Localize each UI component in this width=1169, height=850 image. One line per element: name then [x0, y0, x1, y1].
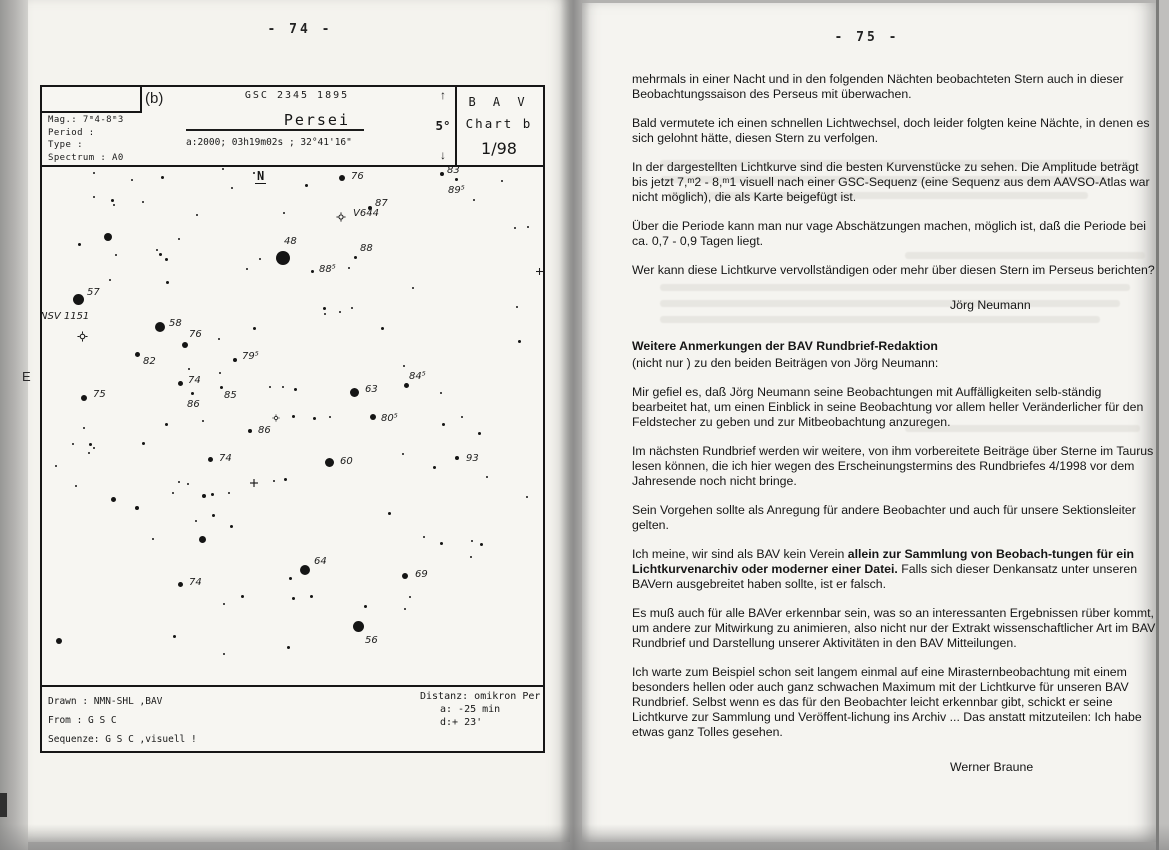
star-dot	[283, 212, 285, 214]
paragraph-5	[632, 263, 1156, 278]
text-segment: Jörg Neumann	[950, 298, 1031, 312]
text-segment: Sein Vorgehen sollte als Anregung für andere Beobachter und auch für unsere Sektionsleiter gelten.	[632, 503, 1136, 532]
chart-issue-number: 1/98	[481, 138, 517, 158]
star-dot	[188, 368, 190, 370]
star-dot	[212, 514, 215, 517]
star-dot	[370, 414, 376, 420]
arrow-up-icon: ↑	[440, 88, 446, 102]
right-page-number: - 75 -	[834, 30, 900, 45]
star-dot	[402, 453, 404, 455]
chart-coordinates: a:2000; 03h19m02s ; 32°41'16"	[186, 137, 352, 148]
star-dot	[313, 417, 316, 420]
star-dot	[354, 256, 357, 259]
star-dot	[187, 483, 189, 485]
chart-legend	[42, 685, 543, 749]
star-dot	[172, 492, 174, 494]
star-dot	[161, 176, 164, 179]
text-segment: mehrmals in einer Nacht und in den folgenden Nächten beobachteten Stern auch in dieser Beobachtungssaison des Perseus mit überwachen.	[632, 72, 1124, 101]
star-dot	[501, 180, 503, 182]
star-dot	[440, 542, 443, 545]
text-segment: Wer kann diese Lichtkurve vervollständigen oder mehr über diesen Stern im Perseus berichten?	[632, 263, 1155, 277]
star-dot	[455, 456, 459, 460]
star-dot	[287, 646, 290, 649]
east-direction-label: E	[22, 369, 31, 384]
arrow-down-icon: ↓	[440, 148, 446, 162]
text-segment: Über die Periode kann man nur vage Abschätzungen machen, möglich ist, daß die Periode bei ca. 0,7 - 0,9 Tagen liegt.	[632, 219, 1147, 248]
text-segment: (nicht nur ) zu den beiden Beiträgen von Jörg Neumann:	[632, 356, 939, 370]
text-segment: Weitere Anmerkungen der BAV Rundbrief-Redaktion	[632, 339, 938, 353]
chart-catalog-id: GSC 2345 1895	[244, 90, 350, 101]
star-dot	[404, 608, 406, 610]
star-dot	[526, 496, 528, 498]
signature-werner-braune	[632, 760, 1156, 775]
star-dot	[403, 365, 405, 367]
text-segment: Mir gefiel es, daß Jörg Neumann seine Beobachtungen mit Auffälligkeiten selb-ständig bearbeitet hat, um einen Einblick in seine Beobachtung vor allem heller Veränderlicher für den Feldstecher zu geben und zur Mitbeobachtung anzuregen.	[632, 385, 1144, 429]
star-dot	[211, 493, 214, 496]
binding-gutter-shadow	[560, 0, 590, 850]
variable-star-symbol	[77, 329, 88, 340]
variable-star-symbol	[272, 409, 280, 417]
star-dot	[73, 294, 84, 305]
cross-marker	[536, 262, 543, 269]
star-label: 84⁵	[409, 371, 426, 382]
star-label: 69	[415, 569, 428, 580]
star-dot	[253, 172, 255, 174]
star-dot	[202, 494, 206, 498]
star-dot	[156, 249, 158, 251]
bav-label: B A V	[468, 94, 530, 109]
section-subheading	[632, 356, 1156, 371]
star-dot	[152, 538, 154, 540]
star-dot	[461, 416, 463, 418]
star-dot	[93, 196, 95, 198]
star-dot	[248, 429, 252, 433]
star-dot	[388, 512, 391, 515]
text-segment: Bald vermutete ich einen schnellen Lichtwechsel, doch leider folgten keine Nächte, in denen es sich gelohnt hätte, diesen Stern zu verfolgen.	[632, 116, 1150, 145]
star-dot	[182, 342, 188, 348]
star-dot	[196, 214, 198, 216]
star-dot	[230, 525, 233, 528]
chart-spectrum-line: Spectrum : A0	[48, 152, 124, 163]
star-dot	[353, 621, 364, 632]
star-dot	[404, 383, 409, 388]
text-segment: Ich meine, wir sind als BAV kein Verein	[632, 547, 848, 561]
star-dot	[142, 201, 144, 203]
star-dot	[381, 327, 384, 330]
star-dot	[527, 226, 529, 228]
paragraph-11	[632, 665, 1156, 740]
star-dot	[409, 596, 411, 598]
text-segment: In der dargestellten Lichtkurve sind die besten Kurvenstücke zu sehen. Die Amplitude beträgt bis jetzt 7,ᵐ2 - 8,ᵐ1 visuell nach einer GSC-Sequenz (eine Sequenz aus dem AAVSO-Atlas war nicht möglich), die als Karte beigefügt ist.	[632, 160, 1150, 204]
star-label: 88⁵	[319, 264, 336, 275]
bav-chart-box	[455, 87, 541, 165]
star-dot	[111, 497, 116, 502]
star-dot	[518, 340, 521, 343]
star-dot	[350, 388, 359, 397]
star-dot	[269, 386, 271, 388]
star-dot	[219, 372, 221, 374]
star-dot	[228, 492, 230, 494]
star-dot	[470, 556, 472, 558]
paragraph-10	[632, 606, 1156, 651]
left-page-number: - 74 -	[267, 22, 333, 37]
star-dot	[178, 481, 180, 483]
star-label: 82	[143, 356, 156, 367]
star-dot	[305, 184, 308, 187]
text-segment: Im nächsten Rundbrief werden wir weitere, von ihm vorbereitete Beiträge über Sterne im Taurus lesen können, die ich hier wegen des Erscheinungstermins des Rundbriefes 4/1998 vor dem Jahresende noch nicht bringe.	[632, 444, 1154, 488]
star-dot	[310, 595, 313, 598]
star-label: 76	[351, 171, 364, 182]
star-dot	[88, 452, 90, 454]
star-label: 74	[188, 375, 201, 386]
star-dot	[246, 268, 248, 270]
star-dot	[173, 635, 176, 638]
star-label: 89⁵	[448, 185, 465, 196]
chart-distance-block	[420, 690, 540, 729]
star-label: 74	[219, 453, 232, 464]
star-label: 76	[189, 329, 202, 340]
north-direction-label: N	[257, 169, 265, 183]
chart-star-name: Persei	[186, 111, 364, 131]
text-segment: Es muß auch für alle BAVer erkennbar sein, was so an interessanten Ergebnissen rüber kommt, um andere zur Mitwirkung zu animieren, also nicht nur der Extrakt wissenschaftlicher Art im BAV Rundbrief und Darstellung unserer Aktivitäten in den BAV Mitteilungen.	[632, 606, 1156, 650]
star-dot	[276, 251, 290, 265]
chart-sequence: Sequenze: G S C ,visuell !	[48, 734, 197, 745]
chart-subfigure-tag: (b)	[145, 90, 164, 107]
star-dot	[93, 172, 95, 174]
star-dot	[440, 392, 442, 394]
scan-left-edge	[0, 0, 28, 850]
star-label: 79⁵	[242, 351, 259, 362]
star-dot	[55, 465, 57, 467]
star-dot	[78, 243, 81, 246]
star-dot	[165, 423, 168, 426]
star-dot	[208, 457, 213, 462]
paragraph-2	[632, 116, 1156, 146]
star-dot	[311, 270, 314, 273]
star-label: 86	[187, 399, 200, 410]
star-dot	[115, 254, 117, 256]
cross-marker	[250, 474, 258, 482]
star-dot	[442, 423, 445, 426]
star-dot	[289, 577, 292, 580]
chart-scale-indicator	[430, 89, 456, 161]
star-dot	[241, 595, 244, 598]
chart-scale-value: 5°	[435, 117, 451, 133]
paragraph-6	[632, 385, 1156, 430]
star-dot	[486, 476, 488, 478]
star-dot	[284, 478, 287, 481]
star-dot	[93, 447, 95, 449]
star-label: 75	[93, 389, 106, 400]
star-dot	[113, 204, 115, 206]
star-dot	[325, 458, 334, 467]
star-dot	[223, 603, 225, 605]
star-label: NSV 1151	[40, 311, 90, 322]
star-dot	[199, 536, 206, 543]
emphasized-text: allein zur Sammlung von Beobach-tungen für ein Lichtkurvenarchiv oder moderner einer Datei.	[632, 547, 1135, 576]
star-label: 93	[466, 453, 479, 464]
star-label: 57	[87, 287, 100, 298]
star-dot	[478, 432, 481, 435]
star-label: 83	[447, 165, 460, 176]
star-dot	[433, 466, 436, 469]
chart-magnitude-line: Mag.: 7ᵐ4-8ᵐ3	[48, 115, 124, 125]
star-dot	[323, 307, 326, 310]
star-dot	[142, 442, 145, 445]
star-dot	[166, 281, 169, 284]
star-dot	[423, 536, 425, 538]
star-label: 85	[224, 390, 237, 401]
star-label: 87	[375, 198, 388, 209]
star-dot	[294, 388, 297, 391]
star-dot	[282, 386, 284, 388]
star-dot	[514, 227, 516, 229]
paragraph-1	[632, 72, 1156, 102]
star-dot	[339, 311, 341, 313]
star-dot	[89, 443, 92, 446]
star-dot	[233, 358, 237, 362]
chart-period-line: Period :	[48, 127, 95, 138]
star-dot	[412, 287, 414, 289]
text-segment: Ich warte zum Beispiel schon seit langem einmal auf eine Mirasternbeobachtung mit einem besonders hellen oder auch ganz schwachen Maximum mit der Lichtkurve für unseren BAV Rundbrief. Selbst wenn es das für den Beobachter leicht erkennbar gibt, schickt er seine Lichtkurve zur Sammlung und Veröffent-lichung ins Archiv ... Das anstatt mitzuteilen: Ich habe etwas ganz Tolles gesehen.	[632, 665, 1142, 739]
finder-chart	[40, 85, 545, 753]
star-label: V644	[353, 208, 379, 219]
chart-distance-ref: Distanz: omikron Per	[420, 691, 541, 702]
star-dot	[83, 427, 85, 429]
scan-bottom-shadow	[0, 824, 1169, 850]
star-dot	[273, 480, 275, 482]
chart-distance-ra: a: -25 min	[440, 704, 501, 715]
text-segment: Falls sich dieser Denkansatz unter unseren BAVern ausgebreitet haben sollte, ist er falsch.	[632, 562, 1138, 591]
star-dot	[259, 258, 261, 260]
star-dot	[471, 540, 473, 542]
star-dot	[440, 172, 444, 176]
star-label: 88	[360, 243, 373, 254]
chart-series-label: Chart b	[465, 116, 533, 131]
scan-right-edge	[1159, 0, 1169, 850]
star-label: 56	[365, 635, 378, 646]
star-dot	[292, 415, 295, 418]
star-label: 74	[189, 577, 202, 588]
star-dot	[351, 307, 353, 309]
star-label: 64	[314, 556, 327, 567]
signature-joerg-neumann	[632, 298, 1156, 313]
star-dot	[155, 322, 165, 332]
star-dot	[364, 605, 367, 608]
star-dot	[231, 187, 233, 189]
star-dot	[222, 168, 224, 170]
text-segment: Werner Braune	[950, 760, 1034, 774]
star-dot	[339, 175, 345, 181]
chart-drawn-by: Drawn : NMN-SHL ,BAV	[48, 696, 163, 707]
chart-source: From : G S C	[48, 715, 117, 726]
star-dot	[329, 416, 331, 418]
star-dot	[178, 238, 180, 240]
star-dot	[348, 267, 350, 269]
star-dot	[220, 386, 223, 389]
star-dot	[223, 653, 225, 655]
star-dot	[473, 199, 475, 201]
star-dot	[165, 258, 168, 261]
chart-credits	[48, 692, 197, 749]
star-dot	[75, 485, 77, 487]
star-dot	[402, 573, 408, 579]
star-dot	[178, 381, 183, 386]
star-dot	[159, 253, 162, 256]
scan-edge-artifact	[0, 793, 7, 817]
paragraph-4	[632, 219, 1156, 249]
star-dot	[191, 392, 194, 395]
star-dot	[202, 420, 204, 422]
chart-header	[42, 87, 543, 167]
star-dot	[104, 233, 112, 241]
star-dot	[135, 506, 139, 510]
star-dot	[131, 179, 133, 181]
paragraph-7	[632, 444, 1156, 489]
star-dot	[178, 582, 183, 587]
section-heading	[632, 339, 1156, 354]
paragraph-3	[632, 160, 1156, 205]
chart-corner-box	[42, 87, 142, 113]
paragraph-9	[632, 547, 1156, 592]
star-dot	[111, 199, 114, 202]
star-dot	[455, 178, 458, 181]
star-dot	[292, 597, 295, 600]
star-dot	[109, 279, 111, 281]
star-chart-plot	[42, 167, 543, 685]
star-label: 58	[169, 318, 182, 329]
paragraph-8	[632, 503, 1156, 533]
star-dot	[300, 565, 310, 575]
star-label: 80⁵	[381, 413, 398, 424]
chart-info-block	[48, 114, 124, 164]
star-dot	[480, 543, 483, 546]
variable-star-symbol	[336, 209, 346, 219]
star-dot	[195, 520, 197, 522]
star-dot	[253, 327, 256, 330]
star-dot	[516, 306, 518, 308]
star-dot	[135, 352, 140, 357]
star-label: 48	[284, 236, 297, 247]
star-label: 60	[340, 456, 353, 467]
right-page-text	[632, 72, 1156, 775]
star-dot	[218, 338, 220, 340]
star-dot	[56, 638, 62, 644]
chart-type-line: Type :	[48, 140, 83, 150]
star-label: 86	[258, 425, 271, 436]
chart-distance-dec: d:+ 23'	[440, 717, 483, 728]
star-label: 63	[365, 384, 378, 395]
star-dot	[72, 443, 74, 445]
star-dot	[324, 313, 326, 315]
star-dot	[81, 395, 87, 401]
